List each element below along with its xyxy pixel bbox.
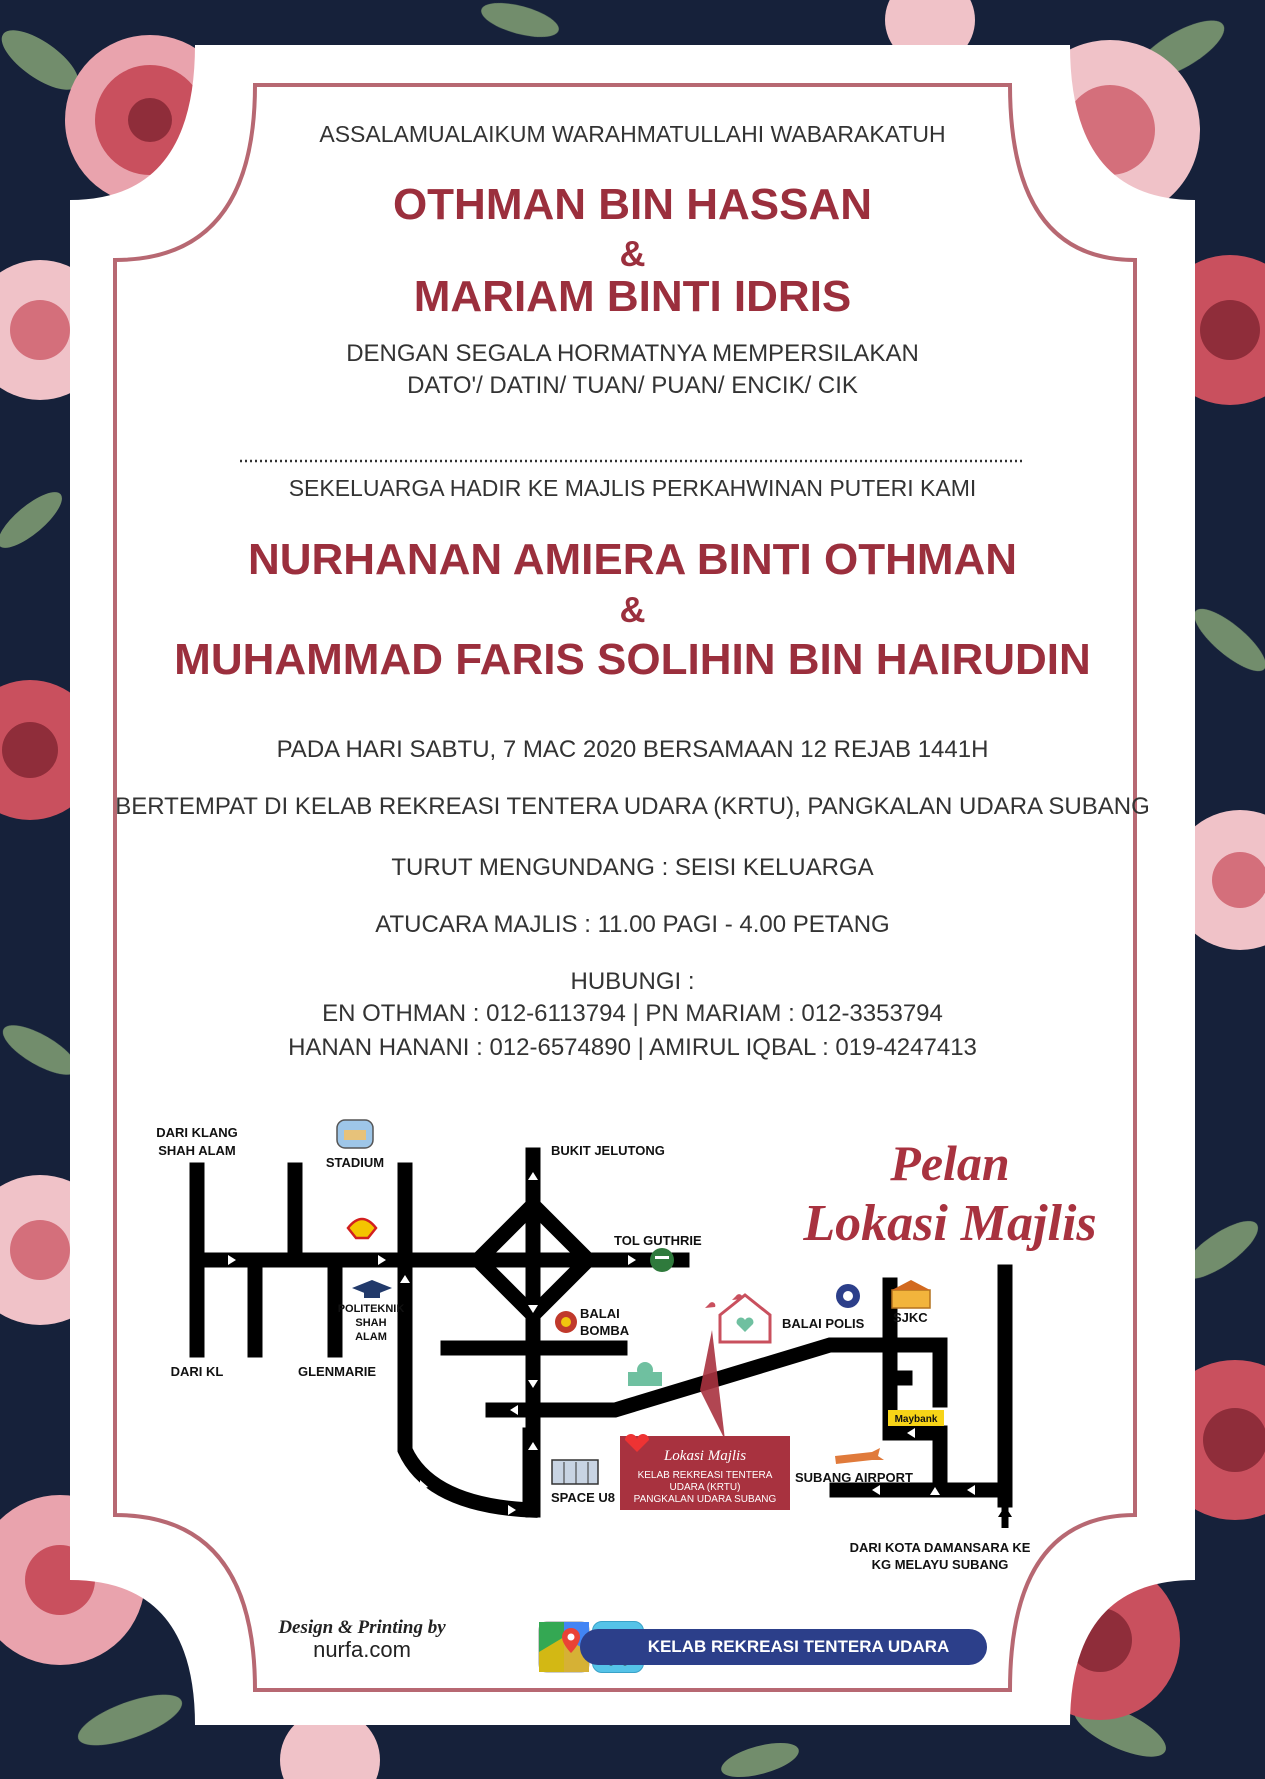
map-label-subang-airport: SUBANG AIRPORT [795, 1470, 913, 1485]
groom-name: MUHAMMAD FARIS SOLIHIN BIN HAIRUDIN [174, 635, 1091, 684]
fire-station-icon [555, 1311, 577, 1333]
co-host-line: TURUT MENGUNDANG : SEISI KELUARGA [391, 854, 874, 881]
greeting-text: ASSALAMUALAIKUM WARAHMATULLAHI WABARAKATUH [319, 121, 946, 147]
venue-callout-line-1: KELAB REKREASI TENTERA [637, 1470, 773, 1481]
date-line: PADA HARI SABTU, 7 MAC 2020 BERSAMAAN 12 REJAB 1441H [276, 736, 989, 763]
police-icon [836, 1284, 860, 1308]
bride-name: NURHANAN AMIERA BINTI OTHMAN [247, 535, 1018, 584]
ampersand: & [619, 233, 646, 274]
map-label-dari-klang: DARI KLANG [156, 1125, 238, 1140]
navigation-link-pill[interactable]: KELAB REKREASI TENTERA UDARA SUBANG [580, 1629, 987, 1665]
graduation-cap-icon [352, 1280, 392, 1298]
stadium-icon [337, 1120, 373, 1148]
contact-line-1: EN OTHMAN : 012-6113794 | PN MARIAM : 012-3353794 [322, 1000, 943, 1027]
map-label-politeknik-alam: ALAM [355, 1331, 387, 1343]
contact-heading: HUBUNGI : [570, 968, 695, 995]
schedule-line: ATUCARA MAJLIS : 11.00 PAGI - 4.00 PETANG [375, 911, 890, 938]
map-label-politeknik-shah: SHAH [355, 1317, 387, 1329]
contact-line-2: HANAN HANANI : 012-6574890 | AMIRUL IQBAL : 019-4247413 [288, 1034, 977, 1061]
ampersand-couple: & [619, 589, 646, 630]
maybank-label: Maybank [894, 1414, 938, 1425]
mosque-icon [628, 1362, 662, 1386]
invite-line-1: DENGAN SEGALA HORMATNYA MEMPERSILAKAN [346, 340, 919, 367]
map-label-balai: BALAI [580, 1306, 620, 1321]
shell-icon [348, 1219, 376, 1238]
map-title-line-1: Pelan [890, 1135, 1010, 1191]
building-icon [552, 1460, 598, 1484]
father-name: OTHMAN BIN HASSAN [392, 180, 873, 229]
map-label-dari-kl: DARI KL [170, 1364, 224, 1379]
map-label-tol-guthrie: TOL GUTHRIE [614, 1233, 702, 1248]
map-label-balai-polis: BALAI POLIS [782, 1316, 865, 1331]
family-line: SEKELUARGA HADIR KE MAJLIS PERKAHWINAN PUTERI KAMI [288, 475, 977, 501]
map-label-kg-melayu-subang: KG MELAYU SUBANG [871, 1557, 1009, 1572]
map-label-shah-alam: SHAH ALAM [158, 1143, 236, 1158]
map-label-dari-kota-damansara: DARI KOTA DAMANSARA KE [849, 1540, 1031, 1555]
venue-house-icon [705, 1294, 770, 1342]
invite-line-2: DATO'/ DATIN/ TUAN/ PUAN/ ENCIK/ CIK [407, 372, 858, 399]
designer-credit[interactable] [262, 1617, 462, 1663]
venue-line: BERTEMPAT DI KELAB REKREASI TENTERA UDARA (KRTU), PANGKALAN UDARA SUBANG [115, 793, 1150, 820]
school-icon [892, 1280, 930, 1308]
airplane-icon [835, 1448, 884, 1464]
map-label-stadium: STADIUM [325, 1155, 385, 1170]
arrow-icon [870, 1378, 880, 1386]
venue-callout-script: Lokasi Majlis [663, 1448, 747, 1464]
venue-callout-line-2: UDARA (KRTU) [669, 1482, 741, 1493]
credit-line-2[interactable]: nurfa.com [313, 1637, 411, 1662]
arrow-icon [998, 1506, 1012, 1517]
mother-name: MARIAM BINTI IDRIS [413, 272, 852, 321]
map-label-glenmarie: GLENMARIE [298, 1364, 376, 1379]
map-label-sjkc: SJKC [893, 1310, 928, 1325]
credit-line-1: Design & Printing by [278, 1617, 446, 1638]
map-label-politeknik: POLITEKNIK [337, 1303, 405, 1315]
toll-icon [650, 1248, 674, 1272]
map-label-bukit-jelutong: BUKIT JELUTONG [551, 1143, 665, 1158]
maybank-icon [888, 1410, 944, 1426]
map-label-bomba: BOMBA [580, 1323, 630, 1338]
map-label-space-u8: SPACE U8 [550, 1490, 616, 1505]
map-title-line-2: Lokasi Majlis [803, 1195, 1097, 1252]
venue-callout-line-3: PANGKALAN UDARA SUBANG [633, 1494, 777, 1505]
